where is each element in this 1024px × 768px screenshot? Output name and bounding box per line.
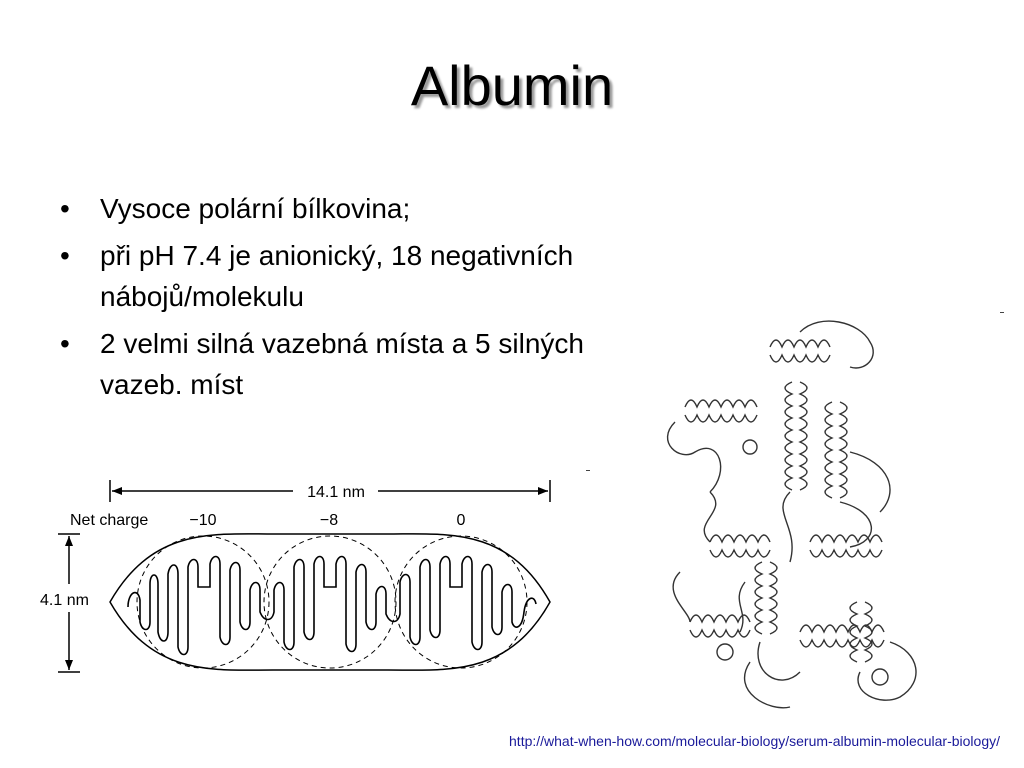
corner-mark [586, 470, 590, 471]
corner-mark [1000, 312, 1004, 313]
albumin-domain-diagram [38, 472, 598, 692]
bullet-text: 2 velmi silná vazebná místa a 5 silných vazeb. míst [100, 328, 584, 400]
bullet-item [55, 323, 615, 405]
bullet-text: při pH 7.4 je anionický, 18 negativních nábojů/molekulu [100, 240, 574, 312]
length-label: 14.1 nm [307, 484, 365, 501]
bullet-item [55, 235, 615, 317]
bullet-icon: • [60, 240, 70, 271]
bullet-item [55, 188, 615, 229]
bullet-text: Vysoce polární bílkovina; [100, 193, 411, 224]
bullet-list [55, 188, 615, 411]
bullet-icon: • [60, 328, 70, 359]
charge-label: −10 [189, 512, 217, 529]
bullet-icon: • [60, 193, 70, 224]
albumin-ribbon-structure [650, 312, 960, 722]
slide-title: Albumin [410, 54, 614, 117]
width-label: 4.1 nm [40, 592, 89, 609]
net-charge-label: Net charge [70, 512, 149, 529]
source-link[interactable]: http://what-when-how.com/molecular-biology/serum-albumin-molecular-biology/ [509, 733, 1000, 749]
charge-label: −8 [319, 512, 339, 529]
charge-label: 0 [456, 512, 466, 529]
